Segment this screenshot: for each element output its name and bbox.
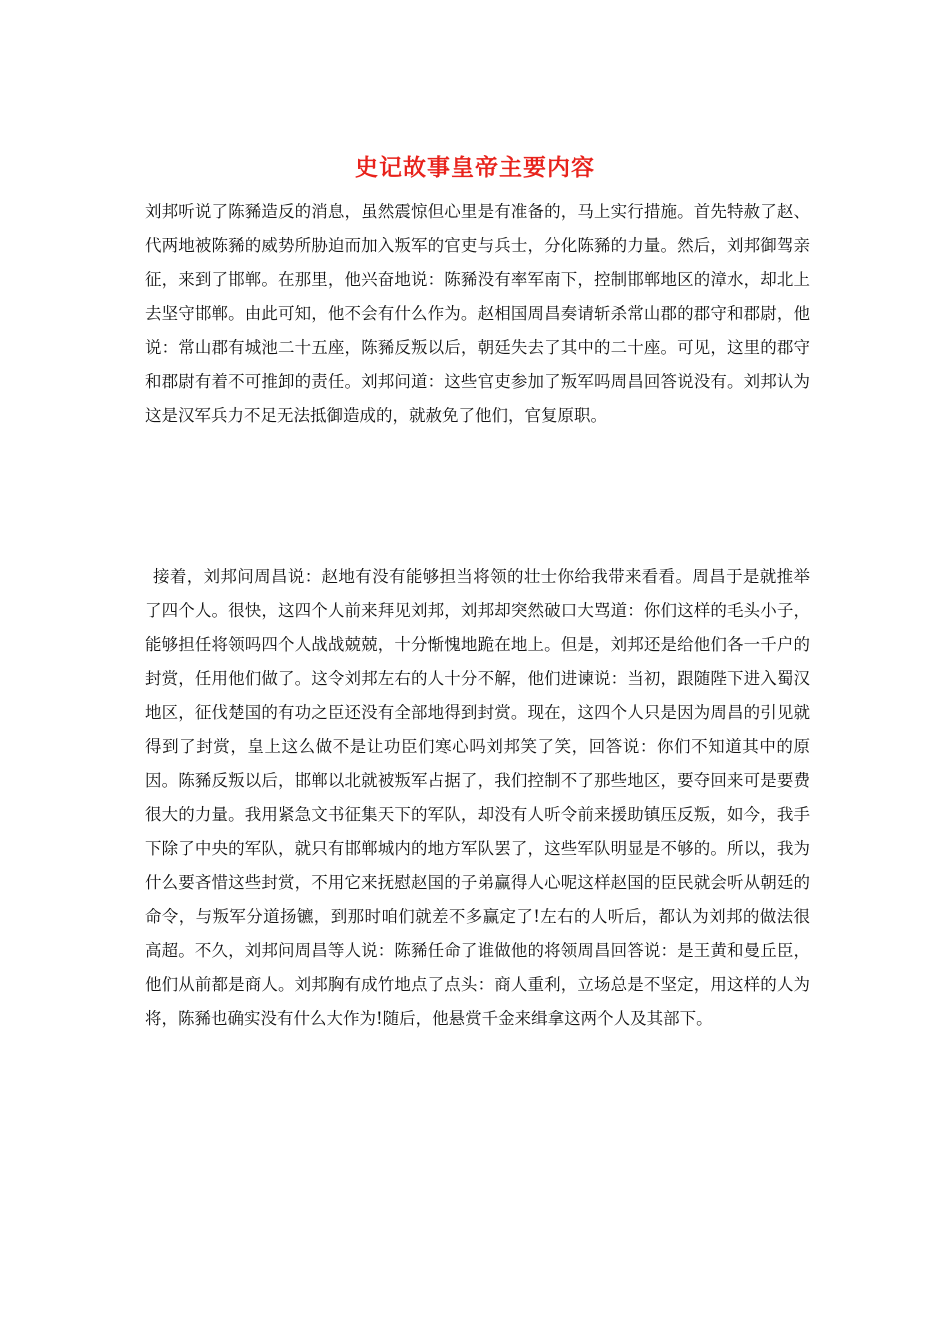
document-title: 史记故事皇帝主要内容: [355, 154, 595, 181]
paragraph-2: 接着，刘邦问周昌说：赵地有没有能够担当将领的壮士你给我带来看看。周昌于是就推举了四个人。很快，这四个人前来拜见刘邦，刘邦却突然破口大骂道：你们这样的毛头小子，能够担任将领吗四个人战战兢兢，十分惭愧地跪在地上。但是，刘邦还是给他们各一千户的封赏，任用他们做了。这令刘邦左右的人十分不解，他们进谏说：当初，跟随陛下进入蜀汉地区，征伐楚国的有功之臣还没有全部地得到封赏。现在，这四个人只是因为周昌的引见就得到了封赏，皇上这么做不是让功臣们寒心吗刘邦笑了笑，回答说：你们不知道其中的原因。陈豨反叛以后，邯郸以北就被叛军占据了，我们控制不了那些地区，要夺回来可是要费很大的力量。我用紧急文书征集天下的军队，却没有人听令前来援助镇压反叛，如今，我手下除了中央的军队，就只有邯郸城内的地方军队罢了，这些军队明显是不够的。所以，我为什么要吝惜这些封赏，不用它来抚慰赵国的子弟赢得人心呢这样赵国的臣民就会听从朝廷的命令，与叛军分道扬镳，到那时咱们就差不多赢定了!左右的人听后，都认为刘邦的做法很高超。不久，刘邦问周昌等人说：陈豨任命了谁做他的将领周昌回答说：是王黄和曼丘臣，他们从前都是商人。刘邦胸有成竹地点了点头：商人重利，立场总是不坚定，用这样的人为将，陈豨也确实没有什么大作为!随后，他悬赏千金来缉拿这两个人及其部下。: [145, 567, 810, 1028]
paragraph-1: 刘邦听说了陈豨造反的消息，虽然震惊但心里是有准备的，马上实行措施。首先特赦了赵、代两地被陈豨的威势所胁迫而加入叛军的官吏与兵士，分化陈豨的力量。然后，刘邦御驾亲征，来到了邯郸。在那里，他兴奋地说：陈豨没有率军南下，控制邯郸地区的漳水，却北上去坚守邯郸。由此可知，他不会有什么作为。赵相国周昌奏请斩杀常山郡的郡守和郡尉，他说：常山郡有城池二十五座，陈豨反叛以后，朝廷失去了其中的二十座。可见，这里的郡守和郡尉有着不可推卸的责任。刘邦问道：这些官吏参加了叛军吗周昌回答说没有。刘邦认为这是汉军兵力不足无法抵御造成的，就赦免了他们，官复原职。: [145, 202, 810, 425]
